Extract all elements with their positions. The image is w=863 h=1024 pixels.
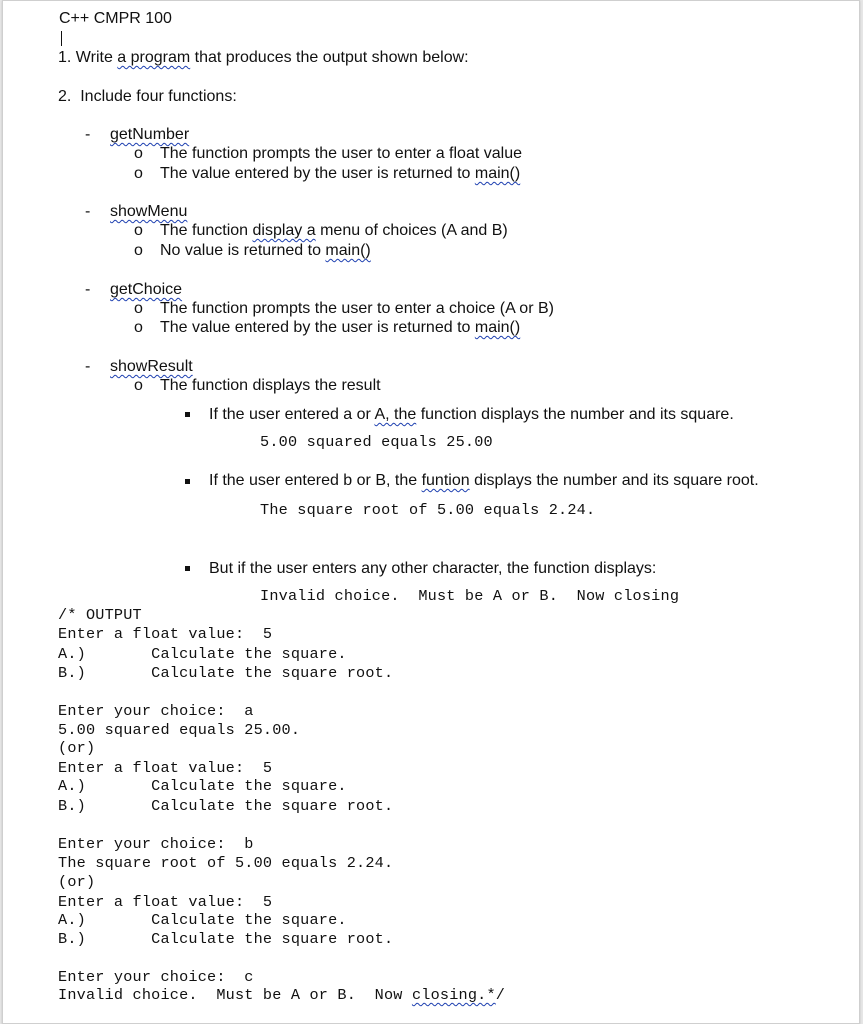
dash-bullet: -: [85, 358, 91, 375]
output-line: Enter a float value: 5: [58, 625, 273, 643]
output-line: A.) Calculate the square.: [58, 777, 347, 795]
dash-bullet: -: [85, 203, 91, 220]
function-point: The function prompts the user to enter a choice (A or B): [160, 300, 554, 317]
dash-bullet: -: [85, 281, 91, 298]
output-line-last: Invalid choice. Must be A or B. Now closing.*/: [58, 986, 506, 1004]
text-cursor: [61, 31, 62, 46]
result-example: The square root of 5.00 equals 2.24.: [260, 501, 596, 519]
function-name: [110, 126, 189, 144]
output-line: 5.00 squared equals 25.00.: [58, 721, 301, 739]
spellcheck-squiggle: a program: [117, 49, 191, 66]
function-point: The function prompts the user to enter a float value: [160, 145, 522, 162]
instruction-text: Write: [75, 49, 118, 66]
document-title: C++ CMPR 100: [59, 10, 172, 27]
function-name-text: getNumber: [110, 126, 190, 143]
output-line: Enter your choice: a: [58, 702, 254, 720]
dash-bullet: -: [85, 126, 91, 143]
function-name-text: getChoice: [110, 281, 183, 298]
output-line: Enter your choice: c: [58, 968, 254, 986]
circle-bullet: o: [134, 319, 143, 336]
output-line: Enter a float value: 5: [58, 759, 273, 777]
function-point: The function displays the result: [160, 377, 381, 394]
function-name: [110, 281, 182, 299]
output-line: Enter your choice: b: [58, 835, 254, 853]
function-point: The function display a menu of choices (A and B): [160, 222, 508, 239]
output-line: Enter a float value: 5: [58, 893, 273, 911]
output-line: A.) Calculate the square.: [58, 645, 347, 663]
function-point: The value entered by the user is returned to main(): [160, 165, 521, 182]
item-number: 1.: [58, 49, 72, 66]
result-case: If the user entered a or A, the function displays the number and its square.: [209, 406, 734, 423]
circle-bullet: o: [134, 222, 143, 239]
circle-bullet: o: [134, 165, 143, 182]
result-case: But if the user enters any other character, the function displays:: [209, 560, 657, 577]
function-point: No value is returned to main(): [160, 242, 371, 259]
output-line: /* OUTPUT: [58, 606, 142, 624]
circle-bullet: o: [134, 300, 143, 317]
result-example: 5.00 squared equals 25.00: [260, 433, 493, 451]
instruction-item-2: 2. Include four functions:: [58, 88, 237, 105]
output-line: B.) Calculate the square root.: [58, 797, 394, 815]
function-name: [110, 203, 187, 221]
circle-bullet: o: [134, 145, 143, 162]
document-page: [2, 0, 860, 1024]
instruction-text: that produces the output shown below:: [190, 49, 469, 66]
result-example: Invalid choice. Must be A or B. Now closing: [260, 587, 680, 605]
output-line: A.) Calculate the square.: [58, 911, 347, 929]
function-name-text: showMenu: [110, 203, 188, 220]
square-bullet: [185, 479, 190, 484]
function-point: The value entered by the user is returned to main(): [160, 319, 521, 336]
instruction-item-1: [58, 49, 469, 67]
circle-bullet: o: [134, 377, 143, 394]
circle-bullet: o: [134, 242, 143, 259]
function-name-text: showResult: [110, 358, 193, 375]
output-line: B.) Calculate the square root.: [58, 664, 394, 682]
square-bullet: [185, 566, 190, 571]
square-bullet: [185, 412, 190, 417]
function-name: [110, 358, 193, 376]
result-case: If the user entered b or B, the funtion displays the number and its square root.: [209, 472, 759, 489]
output-line: The square root of 5.00 equals 2.24.: [58, 854, 394, 872]
output-line: (or): [58, 739, 96, 757]
output-line: B.) Calculate the square root.: [58, 930, 394, 948]
output-line: (or): [58, 873, 96, 891]
